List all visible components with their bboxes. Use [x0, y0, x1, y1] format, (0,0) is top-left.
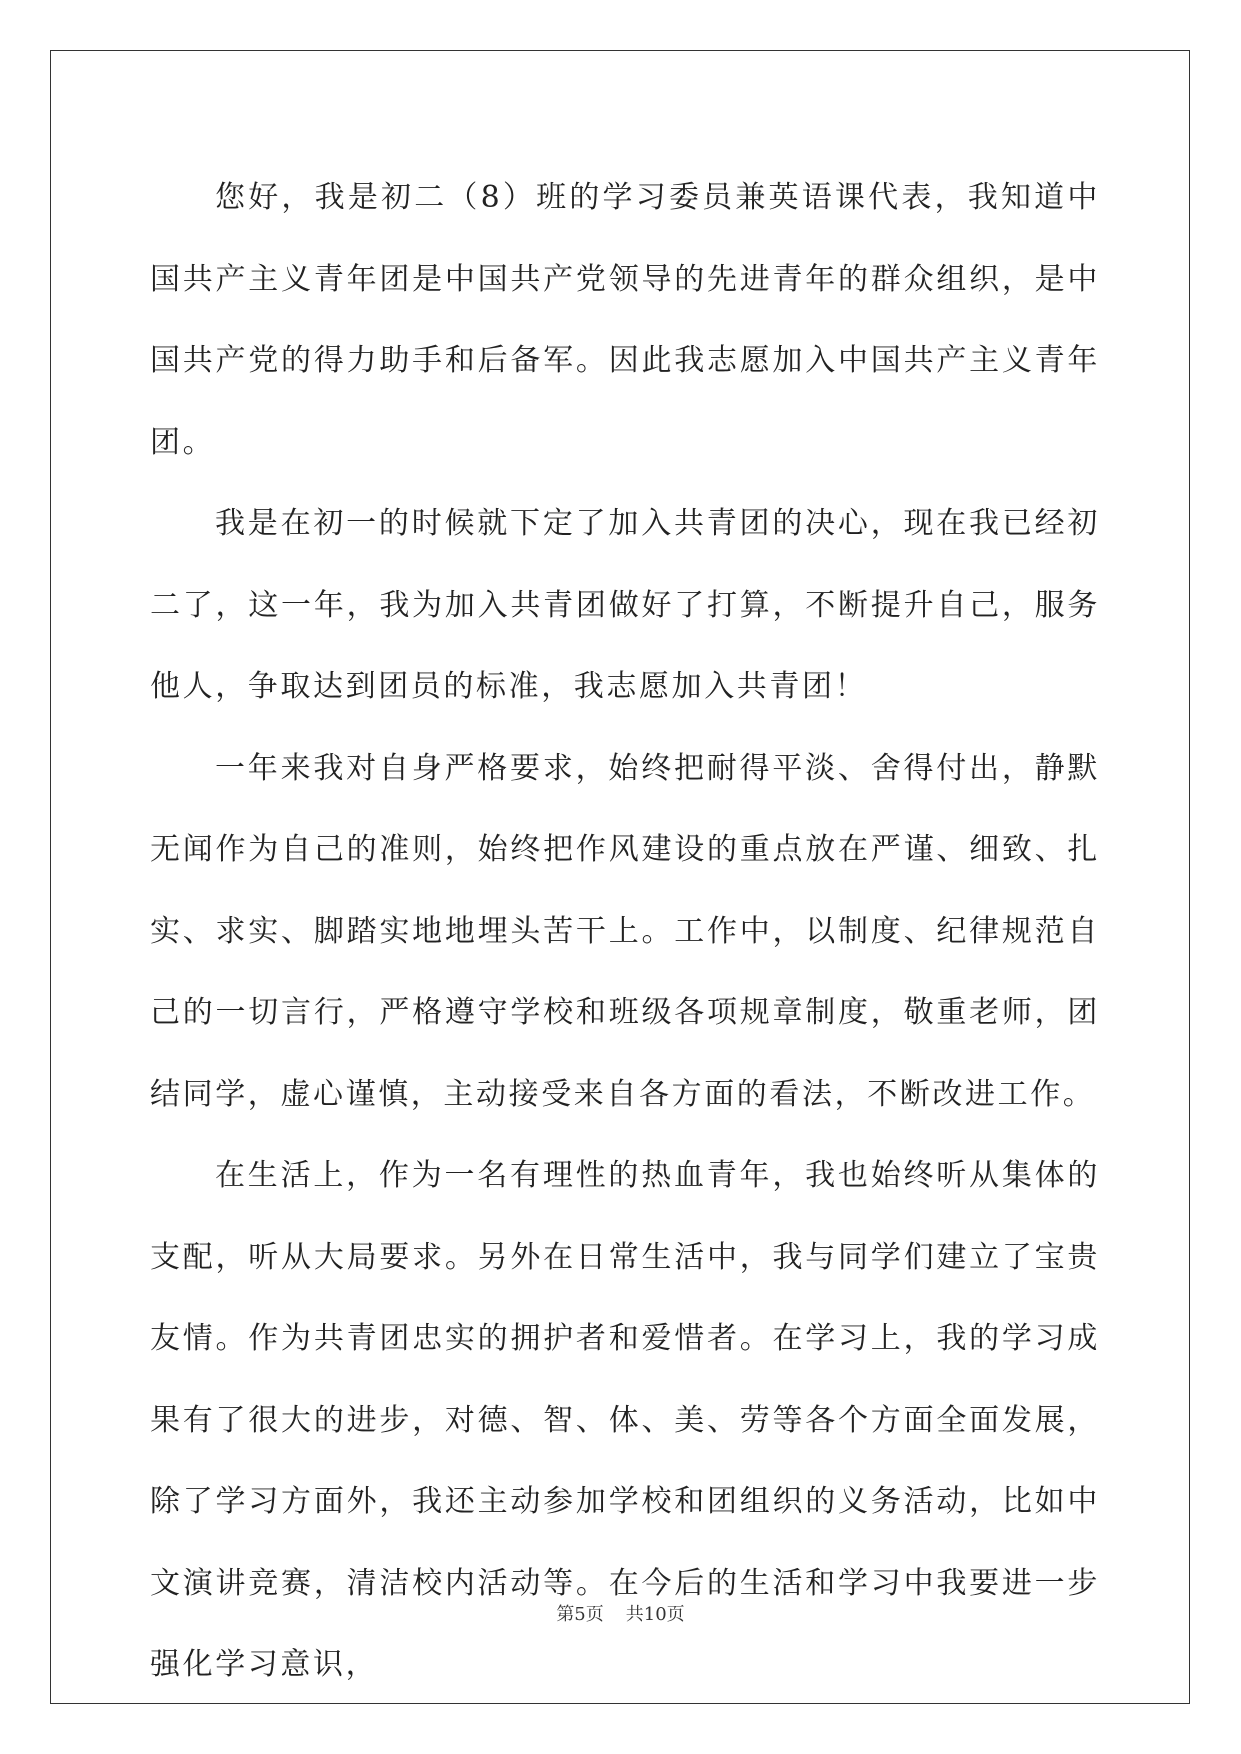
page-footer [0, 1603, 1241, 1627]
paragraph: 您好，我是初二（8）班的学习委员兼英语课代表，我知道中国共产主义青年团是中国共产党领导的先进青年的群众组织，是中国共产党的得力助手和后备军。因此我志愿加入中国共产主义青年团。 [150, 180, 1100, 460]
paragraph: 我是在初一的时候就下定了加入共青团的决心，现在我已经初二了，这一年，我为加入共青团做好了打算，不断提升自己，服务他人，争取达到团员的标准，我志愿加入共青团！ [150, 506, 1100, 704]
page-total: 共10页 [625, 1604, 685, 1625]
paragraph: 在生活上，作为一名有理性的热血青年，我也始终听从集体的支配，听从大局要求。另外在日常生活中，我与同学们建立了宝贵友情。作为共青团忠实的拥护者和爱惜者。在学习上，我的学习成果有了很大的进步，对德、智、体、美、劳等各个方面全面发展，除了学习方面外，我还主动参加学校和团组织的义务活动，比如中文演讲竞赛，清洁校内活动等。在今后的生活和学习中我要进一步强化学习意识， [150, 1158, 1100, 1682]
page-number: 第5页 [556, 1604, 604, 1625]
paragraph: 一年来我对自身严格要求，始终把耐得平淡、舍得付出，静默无闻作为自己的准则，始终把作风建设的重点放在严谨、细致、扎实、求实、脚踏实地地埋头苦干上。工作中，以制度、纪律规范自己的一切言行，严格遵守学校和班级各项规章制度，敬重老师，团结同学，虚心谨慎，主动接受来自各方面的看法，不断改进工作。 [150, 750, 1100, 1112]
document-body [150, 157, 1100, 1706]
